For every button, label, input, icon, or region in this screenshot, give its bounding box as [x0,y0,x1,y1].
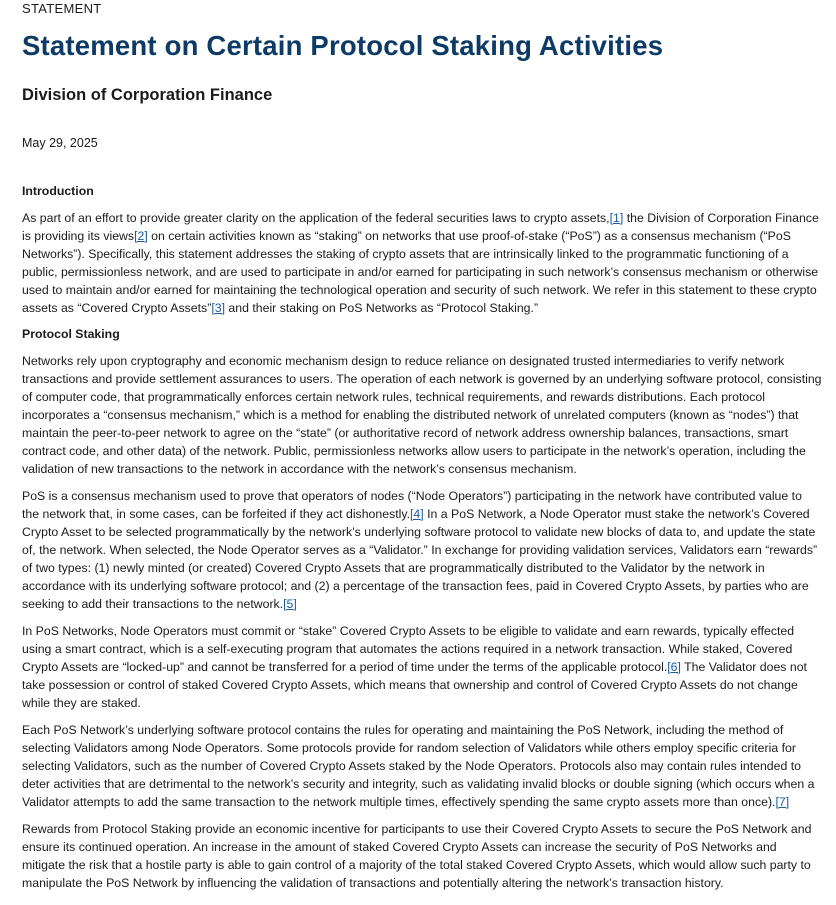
footnote-link-2[interactable]: [2] [134,229,148,243]
protocol-staking-paragraph-1: Networks rely upon cryptography and economic mechanism design to reduce reliance on designated trusted intermediaries to verify network transactions and provide settlement assurances to users. The operation of each network is governed by an underlying software protocol, consisting of computer code, that programmatically enforces certain network rules, technical requirements, and rewards distributions. Each protocol incorporates a “consensus mechanism,” which is a method for enabling the distributed network of unrelated computers (known as “nodes”) that maintain the peer-to-peer network to agree on the “state” (or authoritative record of network address ownership balances, transactions, smart contract code, and other data) of the network. Public, permissionless networks allow users to participate in the network’s operation, including the validation of new transactions to the network in accordance with the network’s consensus mechanism. [22,354,822,476]
introduction-paragraph: As part of an effort to provide greater clarity on the application of the federal securities laws to crypto assets,[1] the Division of Corporation Finance is providing its views[2] on certain activities known as “staking” on networks that use proof-of-stake (“PoS”) as a consensus mechanism (“PoS Networks”). Specifically, this statement addresses the staking of crypto assets that are intrinsically linked to the programmatic functioning of a public, permissionless network, and are used to participate in and/or earned for participating in such network’s consensus mechanism or otherwise used to maintain and/or earned for maintaining the technological operation and security of such network. We refer in this statement to these crypto assets as “Covered Crypto Assets”[3] and their staking on PoS Networks as “Protocol Staking.” [22,211,819,315]
footnote-link-4[interactable]: [4] [410,507,424,521]
section-heading-introduction: Introduction [22,184,94,198]
protocol-staking-paragraph-4: Each PoS Network’s underlying software protocol contains the rules for operating and maintaining the PoS Network, including the method of selecting Validators among Node Operators. Some protocols provide for random selection of Validators while others employ specific criteria for selecting Validators, such as the number of Covered Crypto Assets staked by the Node Operators. Protocols also may contain rules intended to deter activities that are detrimental to the network’s security and integrity, such as validating invalid blocks or double signing (which occurs when a Validator attempts to add the same transaction to the network multiple times, effectively spending the same crypto assets more than once).[7] [22,723,815,809]
footnote-link-7[interactable]: [7] [775,795,790,809]
statement-label: STATEMENT [22,1,102,16]
statement-body [22,182,822,901]
footnote-link-5[interactable]: [5] [283,597,297,611]
division-name: Division of Corporation Finance [22,86,273,104]
footnote-link-6[interactable]: [6] [667,660,681,674]
page-title: Statement on Certain Protocol Staking Activities [22,30,664,61]
protocol-staking-paragraph-3: In PoS Networks, Node Operators must commit or “stake” Covered Crypto Assets to be eligible to validate and earn rewards, typically effected using a smart contract, which is a self-executing program that automates the actions required in a network transaction. While staked, Covered Crypto Assets are “locked-up” and cannot be transferred for a period of time under the terms of the applicable protocol.[6] The Validator does not take possession or control of staked Covered Crypto Assets, which means that ownership and control of Covered Crypto Assets do not change while they are staked. [22,624,807,710]
section-heading-protocol-staking: Protocol Staking [22,327,120,341]
protocol-staking-paragraph-2: PoS is a consensus mechanism used to prove that operators of nodes (“Node Operators”) participating in the network have contributed value to the network that, in some cases, can be forfeited if they act dishonestly.[4] In a PoS Network, a Node Operator must stake the network’s Covered Crypto Asset to be selected programmatically by the network’s underlying software protocol to validate new blocks of data to, and update the state of, the network. When selected, the Node Operator serves as a “Validator.” In exchange for providing validation services, Validators earn “rewards” of two types: (1) newly minted (or created) Covered Crypto Assets that are programmatically distributed to the Validator by the network in accordance with its underlying software protocol; and (2) a percentage of the transaction fees, paid in Covered Crypto Assets, by parties who are seeking to add their transactions to the network.[5] [22,489,818,611]
footnote-link-3[interactable]: [3] [211,301,225,315]
publish-date: May 29, 2025 [22,136,98,150]
footnote-link-1[interactable]: [1] [609,211,624,225]
protocol-staking-paragraph-5: Rewards from Protocol Staking provide an economic incentive for participants to use their Covered Crypto Assets to secure the PoS Network and ensure its continued operation. An increase in the amount of staked Covered Crypto Assets can increase the security of PoS Networks and mitigate the risk that a hostile party is able to gain control of a majority of the total staked Covered Crypto Assets, which would allow such party to manipulate the PoS Network by influencing the validation of transactions and potentially altering the network’s transaction history. [22,822,812,890]
